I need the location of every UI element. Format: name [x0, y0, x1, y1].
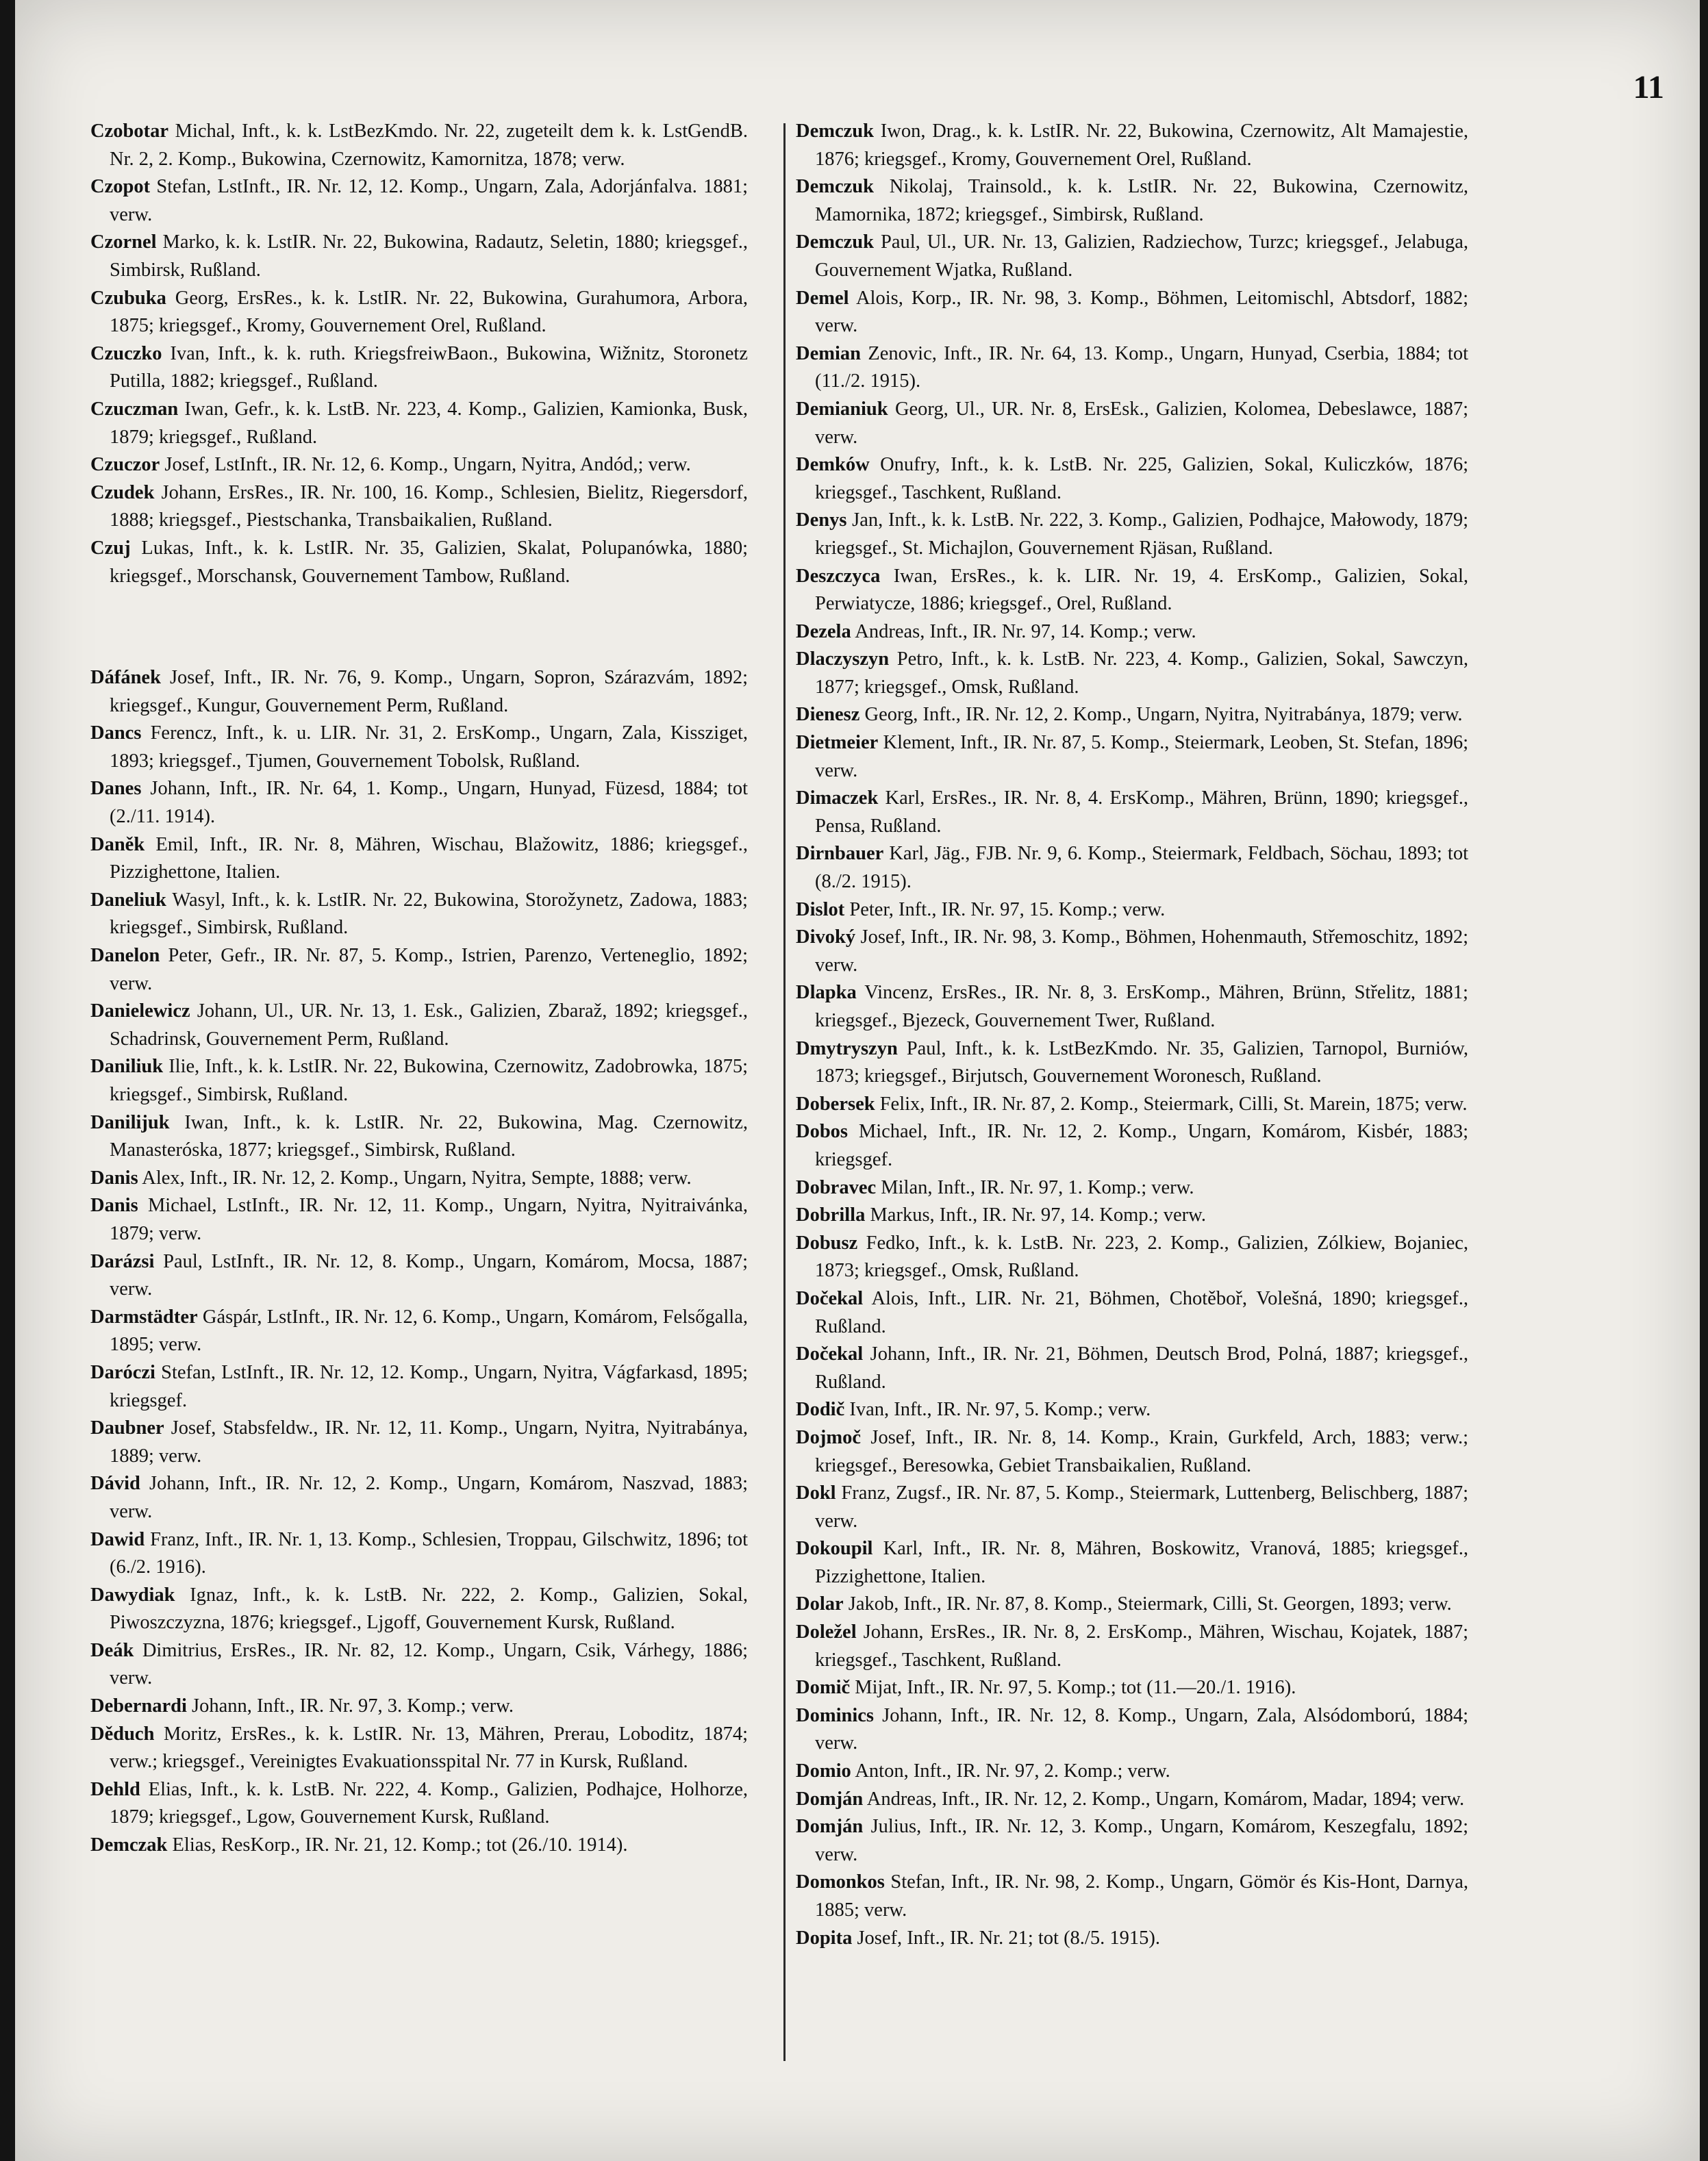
entry-surname: Czuczman	[90, 398, 179, 420]
entry-details: Franz, Inft., IR. Nr. 1, 13. Komp., Schlesien, Troppau, Gilschwitz, 1896; tot (6./2. 1916).	[110, 1528, 749, 1578]
entry-surname: Danelon	[90, 945, 160, 967]
entry-details: Elias, ResKorp., IR. Nr. 21, 12. Komp.; tot (26./10. 1914).	[172, 1834, 628, 1856]
list-entry	[796, 840, 1468, 896]
list-entry	[90, 1304, 748, 1359]
entry-surname: Danielewicz	[90, 1000, 190, 1022]
list-entry	[90, 1248, 748, 1304]
entry-surname: Danes	[90, 778, 142, 800]
entry-surname: Dobos	[796, 1121, 849, 1143]
list-entry	[90, 340, 748, 396]
entry-surname: Demianiuk	[796, 398, 888, 420]
entry-details: Karl, Jäg., FJB. Nr. 9, 6. Komp., Steiermark, Feldbach, Söchau, 1893; tot (8./2. 1915).	[815, 843, 1468, 893]
entry-surname: Demczuk	[796, 176, 874, 198]
entry-surname: Domján	[796, 1816, 864, 1838]
entry-details: Anton, Inft., IR. Nr. 97, 2. Komp.; verw.	[855, 1760, 1170, 1782]
list-entry	[90, 998, 748, 1053]
entry-surname: Domič	[796, 1677, 851, 1699]
list-entry	[90, 1693, 748, 1721]
entry-surname: Domonkos	[796, 1871, 885, 1893]
list-entry	[796, 396, 1468, 451]
entry-surname: Demczuk	[796, 231, 874, 253]
list-entry	[796, 1786, 1468, 1814]
right-column	[796, 118, 1468, 1952]
entry-surname: Dávid	[90, 1473, 140, 1495]
list-entry	[796, 729, 1468, 785]
entry-details: Andreas, Inft., IR. Nr. 12, 2. Komp., Ungarn, Komárom, Madar, 1894; verw.	[866, 1788, 1465, 1810]
entry-surname: Czuczko	[90, 342, 162, 364]
list-entry	[796, 1480, 1468, 1535]
list-entry	[90, 1359, 748, 1415]
entry-surname: Daróczi	[90, 1361, 155, 1383]
list-entry	[90, 1637, 748, 1693]
entry-surname: Dokl	[796, 1482, 836, 1504]
list-entry	[796, 618, 1468, 646]
entry-surname: Demel	[796, 287, 849, 309]
entry-details: Karl, Inft., IR. Nr. 8, Mähren, Boskowitz, Vranová, 1885; kriegsgef., Pizzighettone, Italien.	[815, 1538, 1468, 1587]
entry-surname: Dobusz	[796, 1232, 858, 1254]
list-entry	[796, 1702, 1468, 1758]
list-entry	[90, 451, 748, 479]
list-entry	[796, 1591, 1468, 1619]
entry-details: Klement, Inft., IR. Nr. 87, 5. Komp., Steiermark, Leoben, St. Stefan, 1896; verw.	[815, 732, 1469, 781]
entry-details: Johann, Inft., IR. Nr. 12, 2. Komp., Ungarn, Komárom, Naszvad, 1883; verw.	[110, 1473, 748, 1522]
entry-details: Johann, ErsRes., IR. Nr. 100, 16. Komp., Schlesien, Bielitz, Riegersdorf, 1888; kriegsgef., Piestschanka, Transbaikalien, Rußland.	[110, 481, 749, 531]
list-entry	[90, 1192, 748, 1248]
entry-surname: Dopita	[796, 1927, 853, 1949]
entry-details: Georg, ErsRes., k. k. LstIR. Nr. 22, Bukowina, Gurahumora, Arbora, 1875; kriegsgef., Kromy, Gouvernement Orel, Rußland.	[110, 287, 748, 337]
entry-details: Dimitrius, ErsRes., IR. Nr. 82, 12. Komp., Ungarn, Csik, Várhegy, 1886; verw.	[110, 1639, 748, 1689]
list-entry	[796, 340, 1468, 396]
list-entry	[796, 646, 1468, 701]
list-entry	[796, 1285, 1468, 1341]
list-entry	[796, 1758, 1468, 1786]
entry-surname: Dehld	[90, 1778, 140, 1800]
entry-details: Peter, Gefr., IR. Nr. 87, 5. Komp., Istrien, Parenzo, Verteneglio, 1892; verw.	[110, 945, 748, 994]
entry-surname: Darázsi	[90, 1250, 155, 1272]
list-entry	[90, 1053, 748, 1109]
entry-details: Georg, Inft., IR. Nr. 12, 2. Komp., Ungarn, Nyitra, Nyitrabánya, 1879; verw.	[864, 704, 1463, 726]
entry-surname: Dancs	[90, 722, 142, 744]
list-entry	[796, 1174, 1468, 1202]
entry-details: Stefan, Inft., IR. Nr. 98, 2. Komp., Ungarn, Gömör és Kis-Hont, Darnya, 1885; verw.	[815, 1871, 1468, 1921]
list-entry	[796, 118, 1468, 173]
list-entry	[796, 1619, 1468, 1674]
entry-surname: Dáfánek	[90, 667, 161, 689]
entry-surname: Dojmoč	[796, 1426, 861, 1448]
entry-details: Ilie, Inft., k. k. LstIR. Nr. 22, Bukowina, Czernowitz, Zadobrowka, 1875; kriegsgef., Simbirsk, Rußland.	[110, 1056, 748, 1105]
list-entry	[796, 507, 1468, 562]
list-entry	[90, 720, 748, 775]
list-entry	[90, 396, 748, 451]
entry-surname: Dobersek	[796, 1093, 875, 1115]
entry-details: Emil, Inft., IR. Nr. 8, Mähren, Wischau, Blažowitz, 1886; kriegsgef., Pizzighettone, Italien.	[110, 833, 749, 883]
list-entry	[90, 479, 748, 535]
list-entry	[796, 1813, 1468, 1869]
entry-surname: Danis	[90, 1195, 138, 1217]
entry-surname: Deszczyca	[796, 565, 881, 587]
entry-surname: Dobravec	[796, 1176, 877, 1198]
entry-surname: Czudek	[90, 481, 155, 503]
entry-details: Johann, Inft., IR. Nr. 12, 8. Komp., Ungarn, Zala, Alsódomború, 1884; verw.	[815, 1704, 1469, 1754]
entry-details: Johann, Ul., UR. Nr. 13, 1. Esk., Galizien, Zbaraž, 1892; kriegsgef., Schadrinsk, Gouvernement Perm, Rußland.	[110, 1000, 748, 1050]
list-entry	[796, 1341, 1468, 1396]
list-entry	[796, 1230, 1468, 1285]
list-entry	[90, 1415, 748, 1470]
entry-surname: Divoký	[796, 926, 856, 948]
entry-details: Alex, Inft., IR. Nr. 12, 2. Komp., Ungarn, Nyitra, Sempte, 1888; verw.	[142, 1167, 692, 1189]
list-entry	[796, 924, 1468, 979]
entry-details: Stefan, LstInft., IR. Nr. 12, 12. Komp., Ungarn, Nyitra, Vágfarkasd, 1895; kriegsgef.	[110, 1361, 748, 1411]
list-entry	[796, 785, 1468, 840]
entry-details: Lukas, Inft., k. k. LstIR. Nr. 35, Galizien, Skalat, Polupanówka, 1880; kriegsgef., Morschansk, Gouvernement Tambow, Rußland.	[110, 537, 749, 587]
entry-details: Jan, Inft., k. k. LstB. Nr. 222, 3. Komp., Galizien, Podhajce, Małowody, 1879; kriegsgef., St. Michajlon, Gouvernement Rjäsan, Rußland.	[815, 509, 1468, 559]
list-entry	[90, 1526, 748, 1582]
entry-surname: Demian	[796, 342, 861, 364]
entry-details: Josef, Inft., IR. Nr. 76, 9. Komp., Ungarn, Sopron, Szárazvám, 1892; kriegsgef., Kungur, Gouvernement Perm, Rußland.	[110, 667, 748, 716]
entry-details: Elias, Inft., k. k. LstB. Nr. 222, 4. Komp., Galizien, Podhajce, Holhorze, 1879; kriegsgef., Lgow, Gouvernement Kursk, Rußland.	[110, 1778, 748, 1828]
entry-details: Paul, Ul., UR. Nr. 13, Galizien, Radziechow, Turzc; kriegsgef., Jelabuga, Gouvernement Wjatka, Rußland.	[815, 231, 1469, 281]
entry-details: Julius, Inft., IR. Nr. 12, 3. Komp., Ungarn, Komárom, Keszegfalu, 1892; verw.	[815, 1816, 1468, 1865]
list-entry	[90, 1721, 748, 1776]
column-divider	[783, 123, 786, 2061]
entry-surname: Dodič	[796, 1399, 845, 1421]
entry-surname: Daněk	[90, 833, 145, 855]
left-column	[90, 118, 748, 1860]
entry-details: Ivan, Inft., k. k. ruth. KriegsfreiwBaon., Bukowina, Wižnitz, Storonetz Putilla, 1882; kriegsgef., Rußland.	[110, 342, 748, 392]
entry-details: Josef, Inft., IR. Nr. 21; tot (8./5. 1915).	[857, 1927, 1160, 1949]
list-entry	[90, 1832, 748, 1860]
list-entry	[796, 1091, 1468, 1119]
list-entry	[796, 1202, 1468, 1230]
list-entry	[796, 229, 1468, 284]
entry-surname: Demczuk	[796, 121, 874, 142]
entry-details: Josef, LstInft., IR. Nr. 12, 6. Komp., Ungarn, Nyitra, Andód,; verw.	[164, 454, 691, 476]
entry-details: Josef, Inft., IR. Nr. 98, 3. Komp., Böhmen, Hohenmauth, Střemoschitz, 1892; verw.	[815, 926, 1469, 976]
list-entry	[796, 563, 1468, 618]
entry-surname: Dezela	[796, 620, 851, 642]
entry-surname: Czopot	[90, 176, 151, 198]
list-entry	[796, 1925, 1468, 1953]
entry-surname: Daubner	[90, 1417, 164, 1439]
entry-surname: Czobotar	[90, 121, 168, 142]
entry-surname: Dmytryszyn	[796, 1037, 898, 1059]
list-entry	[796, 1118, 1468, 1174]
entry-surname: Dawydiak	[90, 1584, 175, 1606]
entry-details: Petro, Inft., k. k. LstB. Nr. 223, 4. Komp., Galizien, Sokal, Sawczyn, 1877; kriegsgef., Omsk, Rußland.	[815, 648, 1469, 698]
entry-details: Wasyl, Inft., k. k. LstIR. Nr. 22, Bukowina, Storožynetz, Zadowa, 1883; kriegsgef., Simbirsk, Rußland.	[110, 889, 748, 939]
entry-surname: Dlapka	[796, 982, 857, 1004]
entry-surname: Darmstädter	[90, 1306, 198, 1328]
entry-surname: Dominics	[796, 1704, 874, 1726]
entry-details: Gáspár, LstInft., IR. Nr. 12, 6. Komp., Ungarn, Komárom, Felsőgalla, 1895; verw.	[110, 1306, 748, 1356]
entry-details: Johann, Inft., IR. Nr. 21, Böhmen, Deutsch Brod, Polná, 1887; kriegsgef., Rußland.	[815, 1343, 1469, 1393]
entry-surname: Czuj	[90, 537, 131, 559]
entry-surname: Demków	[796, 454, 870, 476]
entry-surname: Dlaczyszyn	[796, 648, 890, 670]
entry-surname: Domján	[796, 1788, 864, 1810]
entry-surname: Dočekal	[796, 1343, 864, 1365]
entry-surname: Dislot	[796, 898, 845, 920]
entry-details: Johann, ErsRes., IR. Nr. 8, 2. ErsKomp., Mähren, Wischau, Kojatek, 1887; kriegsgef., Taschkent, Rußland.	[815, 1621, 1468, 1671]
entry-details: Michael, Inft., IR. Nr. 12, 2. Komp., Ungarn, Komárom, Kisbér, 1883; kriegsgef.	[815, 1121, 1469, 1170]
entry-details: Iwon, Drag., k. k. LstIR. Nr. 22, Bukowina, Czernowitz, Alt Mamajestie, 1876; kriegsgef., Kromy, Gouvernement Orel, Rußland.	[815, 121, 1468, 170]
entry-surname: Dirnbauer	[796, 843, 884, 865]
list-entry	[90, 229, 748, 284]
entry-surname: Domio	[796, 1760, 851, 1782]
entry-surname: Dienesz	[796, 704, 860, 726]
list-entry	[796, 173, 1468, 229]
list-entry	[90, 1470, 748, 1526]
entry-surname: Deák	[90, 1639, 134, 1661]
list-entry	[796, 451, 1468, 507]
entry-details: Zenovic, Inft., IR. Nr. 64, 13. Komp., Ungarn, Hunyad, Cserbia, 1884; tot (11./2. 1915).	[815, 342, 1469, 392]
entry-details: Franz, Zugsf., IR. Nr. 87, 5. Komp., Steiermark, Luttenberg, Belischberg, 1887; verw.	[815, 1482, 1468, 1532]
page-number: 11	[1633, 69, 1664, 105]
entry-details: Vincenz, ErsRes., IR. Nr. 8, 3. ErsKomp., Mähren, Brünn, Střelitz, 1881; kriegsgef., Bjezeck, Gouvernement Twer, Rußland.	[815, 982, 1468, 1031]
list-entry	[796, 701, 1468, 729]
list-entry	[90, 775, 748, 831]
list-entry	[90, 118, 748, 173]
document-page	[15, 0, 1700, 2161]
entry-details: Iwan, Gefr., k. k. LstB. Nr. 223, 4. Komp., Galizien, Kamionka, Busk, 1879; kriegsgef., Rußland.	[110, 398, 748, 448]
list-entry	[90, 887, 748, 942]
entry-surname: Czuczor	[90, 454, 160, 476]
entry-details: Johann, Inft., IR. Nr. 97, 3. Komp.; verw.	[192, 1695, 514, 1717]
entry-details: Paul, LstInft., IR. Nr. 12, 8. Komp., Ungarn, Komárom, Mocsa, 1887; verw.	[110, 1250, 749, 1300]
entry-details: Milan, Inft., IR. Nr. 97, 1. Komp.; verw.	[881, 1176, 1194, 1198]
entry-details: Alois, Korp., IR. Nr. 98, 3. Komp., Böhmen, Leitomischl, Abtsdorf, 1882; verw.	[815, 287, 1469, 337]
list-entry	[90, 831, 748, 887]
entry-surname: Czornel	[90, 231, 157, 253]
list-entry	[796, 285, 1468, 340]
entry-details: Iwan, Inft., k. k. LstIR. Nr. 22, Bukowina, Mag. Czernowitz, Manasteróska, 1877; kriegsgef., Simbirsk, Rußland.	[110, 1111, 748, 1161]
entry-surname: Doležel	[796, 1621, 857, 1643]
entry-surname: Dočekal	[796, 1287, 864, 1309]
entry-details: Paul, Inft., k. k. LstBezKmdo. Nr. 35, Galizien, Tarnopol, Burniów, 1873; kriegsgef., Birjutsch, Gouvernement Woronesch, Rußland.	[815, 1037, 1468, 1087]
list-entry	[796, 1869, 1468, 1924]
entry-surname: Danilijuk	[90, 1111, 170, 1133]
list-entry	[796, 1396, 1468, 1424]
entry-surname: Dimaczek	[796, 787, 879, 809]
entry-details: Onufry, Inft., k. k. LstB. Nr. 225, Galizien, Sokal, Kuliczków, 1876; kriegsgef., Taschkent, Rußland.	[815, 454, 1468, 503]
list-entry	[90, 173, 748, 229]
list-entry	[796, 979, 1468, 1035]
entry-surname: Dawid	[90, 1528, 145, 1550]
list-entry	[796, 1424, 1468, 1480]
entry-details: Ignaz, Inft., k. k. LstB. Nr. 222, 2. Komp., Galizien, Sokal, Piwoszczyzna, 1876; kriegsgef., Ljgoff, Gouvernement Kursk, Rußland.	[110, 1584, 749, 1634]
entry-details: Ivan, Inft., IR. Nr. 97, 5. Komp.; verw.	[849, 1399, 1151, 1421]
list-entry	[796, 1674, 1468, 1702]
entry-details: Peter, Inft., IR. Nr. 97, 15. Komp.; verw.	[849, 898, 1166, 920]
entry-surname: Děduch	[90, 1723, 155, 1745]
entry-details: Mijat, Inft., IR. Nr. 97, 5. Komp.; tot (11.—20./1. 1916).	[855, 1677, 1296, 1699]
list-entry	[90, 942, 748, 998]
entry-details: Iwan, ErsRes., k. k. LIR. Nr. 19, 4. ErsKomp., Galizien, Sokal, Perwiatycze, 1886; kriegsgef., Orel, Rußland.	[815, 565, 1468, 615]
entry-details: Fedko, Inft., k. k. LstB. Nr. 223, 2. Komp., Galizien, Zólkiew, Bojaniec, 1873; kriegsgef., Omsk, Rußland.	[815, 1232, 1468, 1282]
list-entry	[90, 1165, 748, 1193]
entry-surname: Czubuka	[90, 287, 166, 309]
entry-surname: Daniliuk	[90, 1056, 164, 1078]
list-entry	[90, 285, 748, 340]
list-entry	[90, 1109, 748, 1165]
entry-details: Michal, Inft., k. k. LstBezKmdo. Nr. 22, zugeteilt dem k. k. LstGendB. Nr. 2, 2. Komp., Bukowina, Czernowitz, Kamornitza, 1878; verw.	[110, 121, 749, 170]
entry-details: Johann, Inft., IR. Nr. 64, 1. Komp., Ungarn, Hunyad, Füzesd, 1884; tot (2./11. 1914).	[110, 778, 749, 828]
entry-details: Andreas, Inft., IR. Nr. 97, 14. Komp.; verw.	[855, 620, 1196, 642]
list-entry	[90, 535, 748, 590]
entry-details: Nikolaj, Trainsold., k. k. LstIR. Nr. 22, Bukowina, Czernowitz, Mamornika, 1872; kriegsgef., Simbirsk, Rußland.	[815, 176, 1469, 225]
entry-details: Moritz, ErsRes., k. k. LstIR. Nr. 13, Mähren, Prerau, Loboditz, 1874; verw.; kriegsgef., Vereinigtes Evakuationsspital Nr. 77 in Kursk, Rußland.	[110, 1723, 748, 1773]
entry-surname: Dobrilla	[796, 1204, 866, 1226]
list-entry	[90, 664, 748, 720]
entry-surname: Dokoupil	[796, 1538, 873, 1560]
entry-surname: Demczak	[90, 1834, 168, 1856]
entry-details: Felix, Inft., IR. Nr. 87, 2. Komp., Steiermark, Cilli, St. Marein, 1875; verw.	[879, 1093, 1468, 1115]
entry-details: Michael, LstInft., IR. Nr. 12, 11. Komp., Ungarn, Nyitra, Nyitraivánka, 1879; verw.	[110, 1195, 748, 1244]
entry-details: Ferencz, Inft., k. u. LIR. Nr. 31, 2. ErsKomp., Ungarn, Zala, Kissziget, 1893; kriegsgef., Tjumen, Gouvernement Tobolsk, Rußland.	[110, 722, 749, 772]
entry-details: Stefan, LstInft., IR. Nr. 12, 12. Komp., Ungarn, Zala, Adorjánfalva. 1881; verw.	[110, 176, 749, 225]
entry-details: Karl, ErsRes., IR. Nr. 8, 4. ErsKomp., Mähren, Brünn, 1890; kriegsgef., Pensa, Rußland.	[815, 787, 1469, 837]
section-gap	[90, 590, 748, 664]
entry-surname: Daneliuk	[90, 889, 166, 911]
entry-details: Josef, Inft., IR. Nr. 8, 14. Komp., Krain, Gurkfeld, Arch, 1883; verw.; kriegsgef., Beresowka, Gebiet Transbaikalien, Rußland.	[815, 1426, 1469, 1476]
entry-details: Markus, Inft., IR. Nr. 97, 14. Komp.; verw.	[870, 1204, 1206, 1226]
entry-surname: Dolar	[796, 1593, 844, 1615]
entry-details: Josef, Stabsfeldw., IR. Nr. 12, 11. Komp., Ungarn, Nyitra, Nyitrabánya, 1889; verw.	[110, 1417, 749, 1467]
entry-details: Georg, Ul., UR. Nr. 8, ErsEsk., Galizien, Kolomea, Debeslawce, 1887; verw.	[815, 398, 1468, 448]
entry-surname: Debernardi	[90, 1695, 187, 1717]
list-entry	[796, 1035, 1468, 1091]
list-entry	[90, 1582, 748, 1637]
list-entry	[796, 1535, 1468, 1591]
entry-surname: Dietmeier	[796, 732, 879, 754]
entry-details: Jakob, Inft., IR. Nr. 87, 8. Komp., Steiermark, Cilli, St. Georgen, 1893; verw.	[848, 1593, 1452, 1615]
list-entry	[90, 1776, 748, 1832]
list-entry	[796, 896, 1468, 924]
entry-details: Marko, k. k. LstIR. Nr. 22, Bukowina, Radautz, Seletin, 1880; kriegsgef., Simbirsk, Rußland.	[110, 231, 748, 281]
entry-surname: Denys	[796, 509, 847, 531]
entry-details: Alois, Inft., LIR. Nr. 21, Böhmen, Chotěboř, Volešná, 1890; kriegsgef., Rußland.	[815, 1287, 1469, 1337]
entry-surname: Danis	[90, 1167, 138, 1189]
